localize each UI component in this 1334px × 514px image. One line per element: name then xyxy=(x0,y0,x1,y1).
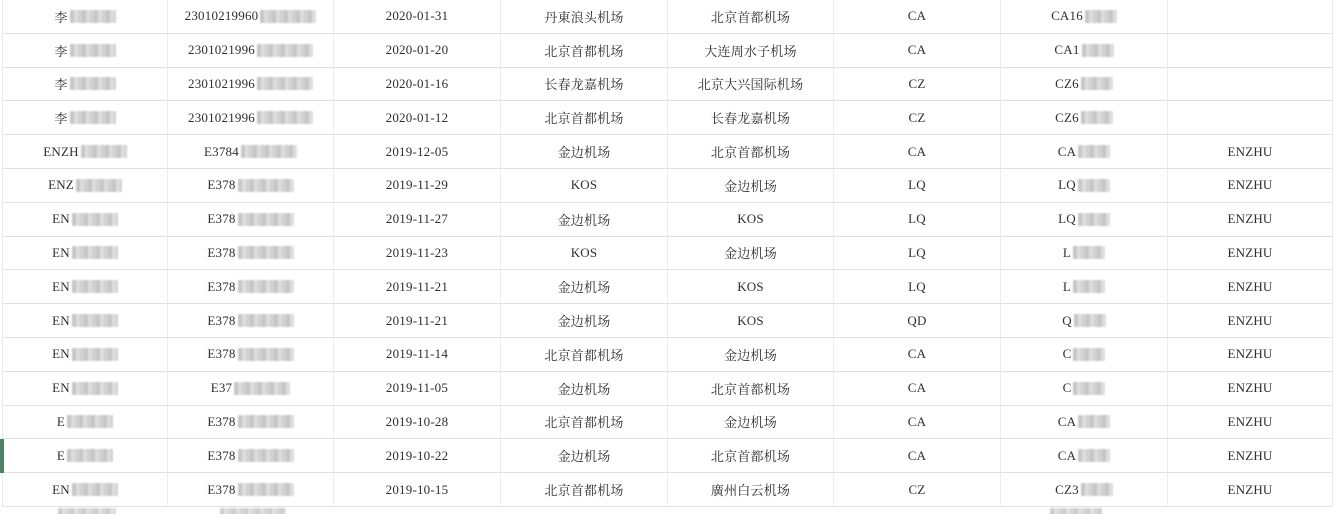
cell-text: EN xyxy=(52,312,70,328)
cell-passenger-name[interactable] xyxy=(3,270,168,304)
cell-departure-airport[interactable] xyxy=(501,473,668,507)
cell-flight-date[interactable] xyxy=(334,0,501,34)
redaction-blur xyxy=(1073,246,1105,259)
cell-arrival-airport[interactable] xyxy=(668,203,834,237)
redaction-blur xyxy=(238,449,294,462)
redaction-blur xyxy=(238,348,294,361)
cell-text: CZ6 xyxy=(1055,109,1079,125)
cell-id-number[interactable] xyxy=(168,270,334,304)
cell-text: CA xyxy=(907,413,927,429)
cell-id-number[interactable] xyxy=(168,203,334,237)
cell-text: KOS xyxy=(737,211,764,227)
cell-flight-date[interactable] xyxy=(334,169,501,203)
cell-text: KOS xyxy=(570,244,598,260)
redaction-blur xyxy=(1050,508,1102,514)
cell-flight-date[interactable] xyxy=(334,439,501,473)
cell-text: 李 xyxy=(54,111,68,127)
redaction-blur xyxy=(1081,111,1113,124)
cell-text: LQ xyxy=(908,278,926,294)
cell-text: CA xyxy=(907,42,927,58)
cell-text: ENZHU xyxy=(1227,177,1273,193)
cell-id-number[interactable] xyxy=(168,473,334,507)
selected-row-indicator xyxy=(0,439,4,473)
cell-text: ENZ xyxy=(48,177,74,193)
cell-text: 北京首都机场 xyxy=(710,449,791,465)
cell-passenger-name[interactable] xyxy=(3,338,168,372)
cell-text: 北京首都机场 xyxy=(544,111,624,127)
cell-text: 2019-10-28 xyxy=(385,413,449,429)
cell-text: 金边机场 xyxy=(557,280,611,296)
cell-departure-airport[interactable] xyxy=(501,34,668,68)
cell-text: L xyxy=(1062,244,1072,260)
cell-text: ENZHU xyxy=(1227,143,1273,159)
cell-arrival-airport[interactable] xyxy=(668,237,834,271)
cell-text: LQ xyxy=(908,177,926,193)
cell-arrival-airport[interactable] xyxy=(668,101,834,135)
redaction-blur xyxy=(70,44,116,57)
redaction-blur xyxy=(67,449,113,462)
cell-departure-airport[interactable] xyxy=(501,101,668,135)
cell-flight-number[interactable] xyxy=(1001,372,1168,406)
cell-departure-airport[interactable] xyxy=(501,68,668,102)
cell-arrival-airport[interactable] xyxy=(668,304,834,338)
redaction-blur xyxy=(1078,179,1110,192)
cell-text: 2301021996 xyxy=(188,109,255,125)
cell-text: 2020-01-12 xyxy=(385,109,449,125)
cell-text: CA16 xyxy=(1051,8,1083,24)
cell-id-number[interactable] xyxy=(168,135,334,169)
cell-departure-airport[interactable] xyxy=(501,203,668,237)
cell-airline-code[interactable] xyxy=(834,237,1001,271)
cell-flight-number[interactable] xyxy=(1001,135,1168,169)
cell-text: 北京首都机场 xyxy=(544,347,624,363)
redaction-blur xyxy=(72,213,118,226)
redaction-blur xyxy=(257,77,313,90)
cell-text: 2020-01-16 xyxy=(385,75,449,91)
cell-flight-date[interactable] xyxy=(334,34,501,68)
cell-airline-code[interactable] xyxy=(834,338,1001,372)
cell-text: 金边机场 xyxy=(724,347,777,363)
redaction-blur xyxy=(238,179,294,192)
cell-arrival-airport[interactable] xyxy=(668,34,834,68)
cell-text: E378 xyxy=(207,177,236,193)
cell-text: ENZH xyxy=(43,143,79,159)
cell-text: E378 xyxy=(207,312,236,328)
cell-text: CA1 xyxy=(1054,42,1080,58)
cell-text: CA xyxy=(1057,143,1077,159)
cell-departure-airport[interactable] xyxy=(501,270,668,304)
cell-text: 北京首都机场 xyxy=(710,9,791,25)
cell-airline-code[interactable] xyxy=(834,203,1001,237)
cell-tag-name[interactable] xyxy=(1168,406,1332,440)
cell-text: 2019-11-14 xyxy=(385,346,449,362)
cell-text: 2301021996 xyxy=(188,42,255,58)
cell-text: CA xyxy=(907,346,927,362)
redaction-blur xyxy=(241,145,297,158)
cell-flight-date[interactable] xyxy=(334,203,501,237)
cell-flight-number[interactable] xyxy=(1001,203,1168,237)
cell-text: E3784 xyxy=(204,143,239,159)
cell-text: 2019-11-29 xyxy=(385,177,449,193)
cell-arrival-airport[interactable] xyxy=(668,406,834,440)
cell-text: EN xyxy=(52,244,70,260)
cell-flight-date[interactable] xyxy=(334,406,501,440)
cell-arrival-airport[interactable] xyxy=(668,473,834,507)
cell-flight-date[interactable] xyxy=(334,304,501,338)
redaction-blur xyxy=(1078,145,1110,158)
cell-text: LQ xyxy=(908,211,926,227)
cell-text: KOS xyxy=(737,278,764,294)
cell-departure-airport[interactable] xyxy=(501,304,668,338)
cell-text: 金边机场 xyxy=(724,178,777,194)
cell-text: 李 xyxy=(54,43,68,59)
cell-text: KOS xyxy=(570,177,598,193)
cell-passenger-name[interactable] xyxy=(3,34,168,68)
cell-airline-code[interactable] xyxy=(834,439,1001,473)
cell-text: 金边机场 xyxy=(557,449,611,465)
cell-text: CA xyxy=(1057,413,1077,429)
cell-text: ENZHU xyxy=(1227,312,1273,328)
cell-text: QD xyxy=(907,312,927,328)
cell-passenger-name[interactable] xyxy=(3,68,168,102)
cell-text: 金边机场 xyxy=(557,381,611,397)
cell-tag-name[interactable] xyxy=(1168,203,1332,237)
cell-airline-code[interactable] xyxy=(834,169,1001,203)
cell-flight-number[interactable] xyxy=(1001,406,1168,440)
cell-text: 李 xyxy=(54,9,68,25)
redaction-blur xyxy=(260,10,316,23)
cell-text: E378 xyxy=(207,413,236,429)
cell-text: KOS xyxy=(737,312,764,328)
redaction-blur xyxy=(70,111,116,124)
redaction-blur xyxy=(1078,213,1110,226)
redaction-blur xyxy=(220,508,286,514)
cell-text: LQ xyxy=(908,244,926,260)
cell-text: 长春龙嘉机场 xyxy=(544,77,624,93)
cell-text: 2019-11-05 xyxy=(385,380,449,396)
cell-airline-code[interactable] xyxy=(834,68,1001,102)
cell-passenger-name[interactable] xyxy=(3,101,168,135)
redaction-blur xyxy=(70,10,116,23)
cell-departure-airport[interactable] xyxy=(501,439,668,473)
cell-text: C xyxy=(1062,380,1072,396)
cell-text: CZ xyxy=(908,481,926,497)
cell-airline-code[interactable] xyxy=(834,473,1001,507)
cell-flight-number[interactable] xyxy=(1001,270,1168,304)
cell-departure-airport[interactable] xyxy=(501,135,668,169)
partial-bottom-row xyxy=(2,507,1331,514)
cell-text: Q xyxy=(1062,312,1072,328)
redaction-blur xyxy=(72,483,118,496)
cell-airline-code[interactable] xyxy=(834,304,1001,338)
cell-arrival-airport[interactable] xyxy=(668,68,834,102)
cell-text: 长春龙嘉机场 xyxy=(710,111,791,127)
cell-passenger-name[interactable] xyxy=(3,439,168,473)
redaction-blur xyxy=(1081,77,1113,90)
cell-text: 金边机场 xyxy=(724,415,777,431)
flight-table-body xyxy=(2,0,1333,507)
redaction-blur xyxy=(1081,483,1113,496)
cell-airline-code[interactable] xyxy=(834,34,1001,68)
cell-passenger-name[interactable] xyxy=(3,372,168,406)
cell-flight-number[interactable] xyxy=(1001,101,1168,135)
cell-arrival-airport[interactable] xyxy=(668,372,834,406)
redaction-blur xyxy=(72,280,118,293)
cell-text: E378 xyxy=(207,211,236,227)
cell-tag-name[interactable] xyxy=(1168,169,1332,203)
cell-passenger-name[interactable] xyxy=(3,203,168,237)
cell-text: EN xyxy=(52,380,70,396)
redaction-blur xyxy=(72,246,118,259)
cell-text: E xyxy=(56,447,66,463)
redaction-blur xyxy=(238,415,294,428)
redaction-blur xyxy=(76,179,122,192)
cell-passenger-name[interactable] xyxy=(3,0,168,34)
cell-id-number[interactable] xyxy=(168,304,334,338)
cell-id-number[interactable] xyxy=(168,372,334,406)
cell-tag-name[interactable] xyxy=(1168,473,1332,507)
cell-text: C xyxy=(1062,346,1072,362)
cell-text: LQ xyxy=(1058,177,1076,193)
cell-id-number[interactable] xyxy=(168,68,334,102)
cell-departure-airport[interactable] xyxy=(501,169,668,203)
cell-id-number[interactable] xyxy=(168,34,334,68)
cell-tag-name[interactable] xyxy=(1168,68,1332,102)
cell-text: 大连周水子机场 xyxy=(704,43,797,59)
redaction-blur xyxy=(72,382,118,395)
cell-text: ENZHU xyxy=(1227,447,1273,463)
cell-flight-date[interactable] xyxy=(334,338,501,372)
cell-id-number[interactable] xyxy=(168,439,334,473)
cell-departure-airport[interactable] xyxy=(501,237,668,271)
cell-passenger-name[interactable] xyxy=(3,406,168,440)
cell-text: CA xyxy=(907,8,927,24)
cell-id-number[interactable] xyxy=(168,406,334,440)
cell-text: 2020-01-31 xyxy=(385,8,449,24)
cell-flight-number[interactable] xyxy=(1001,304,1168,338)
cell-text: 金边机场 xyxy=(557,145,611,161)
cell-text: ENZHU xyxy=(1227,481,1273,497)
redaction-blur xyxy=(81,145,127,158)
redaction-blur xyxy=(1082,44,1114,57)
cell-airline-code[interactable] xyxy=(834,101,1001,135)
cell-tag-name[interactable] xyxy=(1168,270,1332,304)
cell-arrival-airport[interactable] xyxy=(668,169,834,203)
cell-text: CA xyxy=(907,380,927,396)
cell-text: 2019-10-15 xyxy=(385,481,449,497)
cell-flight-date[interactable] xyxy=(334,135,501,169)
redaction-blur xyxy=(70,77,116,90)
cell-text: 2019-11-21 xyxy=(385,312,449,328)
cell-text: 金边机场 xyxy=(724,246,777,262)
cell-text: 北京首都机场 xyxy=(544,483,624,499)
cell-id-number[interactable] xyxy=(168,0,334,34)
cell-text: 2301021996 xyxy=(188,75,255,91)
cell-text: 北京首都机场 xyxy=(710,381,791,397)
cell-text: 丹東浪头机场 xyxy=(544,9,624,25)
cell-airline-code[interactable] xyxy=(834,406,1001,440)
cell-flight-date[interactable] xyxy=(334,237,501,271)
cell-text: 北京首都机场 xyxy=(710,145,791,161)
redaction-blur xyxy=(238,246,294,259)
cell-text: 北京首都机场 xyxy=(544,43,624,59)
cell-text: 李 xyxy=(54,77,68,93)
cell-text: EN xyxy=(52,346,70,362)
cell-text: 金边机场 xyxy=(557,314,611,330)
cell-text: E37 xyxy=(210,380,233,396)
cell-text: ENZHU xyxy=(1227,346,1273,362)
cell-text: 2019-11-23 xyxy=(385,244,449,260)
cell-tag-name[interactable] xyxy=(1168,372,1332,406)
redaction-blur xyxy=(72,348,118,361)
cell-text: E378 xyxy=(207,244,236,260)
cell-flight-number[interactable] xyxy=(1001,34,1168,68)
cell-text: 金边机场 xyxy=(557,212,611,228)
cell-text: 23010219960 xyxy=(184,8,259,24)
cell-text: ENZHU xyxy=(1227,211,1273,227)
cell-arrival-airport[interactable] xyxy=(668,270,834,304)
cell-id-number[interactable] xyxy=(168,338,334,372)
cell-flight-date[interactable] xyxy=(334,473,501,507)
redaction-blur xyxy=(1073,348,1105,361)
cell-flight-number[interactable] xyxy=(1001,237,1168,271)
cell-arrival-airport[interactable] xyxy=(668,439,834,473)
cell-departure-airport[interactable] xyxy=(501,0,668,34)
cell-flight-date[interactable] xyxy=(334,101,501,135)
cell-flight-date[interactable] xyxy=(334,68,501,102)
cell-text: E378 xyxy=(207,346,236,362)
redaction-blur xyxy=(238,213,294,226)
cell-departure-airport[interactable] xyxy=(501,338,668,372)
cell-text: E378 xyxy=(207,481,236,497)
cell-text: CZ xyxy=(908,109,926,125)
cell-text: E xyxy=(56,413,66,429)
cell-airline-code[interactable] xyxy=(834,135,1001,169)
cell-tag-name[interactable] xyxy=(1168,0,1332,34)
cell-departure-airport[interactable] xyxy=(501,406,668,440)
redaction-blur xyxy=(257,44,313,57)
cell-passenger-name[interactable] xyxy=(3,169,168,203)
cell-id-number[interactable] xyxy=(168,169,334,203)
cell-id-number[interactable] xyxy=(168,101,334,135)
redaction-blur xyxy=(67,415,113,428)
cell-text: L xyxy=(1062,278,1072,294)
cell-arrival-airport[interactable] xyxy=(668,135,834,169)
cell-passenger-name[interactable] xyxy=(3,473,168,507)
cell-text: 2019-11-21 xyxy=(385,278,449,294)
cell-tag-name[interactable] xyxy=(1168,304,1332,338)
redaction-blur xyxy=(1073,280,1105,293)
cell-tag-name[interactable] xyxy=(1168,135,1332,169)
cell-text: CZ3 xyxy=(1055,481,1079,497)
redaction-blur xyxy=(238,314,294,327)
cell-passenger-name[interactable] xyxy=(3,237,168,271)
cell-text: ENZHU xyxy=(1227,244,1273,260)
cell-text: E378 xyxy=(207,447,236,463)
cell-airline-code[interactable] xyxy=(834,0,1001,34)
redaction-blur xyxy=(1078,415,1110,428)
redaction-blur xyxy=(1078,449,1110,462)
cell-text: EN xyxy=(52,481,70,497)
cell-tag-name[interactable] xyxy=(1168,34,1332,68)
cell-arrival-airport[interactable] xyxy=(668,0,834,34)
cell-airline-code[interactable] xyxy=(834,372,1001,406)
redaction-blur xyxy=(1085,10,1117,23)
redaction-blur xyxy=(257,111,313,124)
cell-text: ENZHU xyxy=(1227,278,1273,294)
cell-text: CA xyxy=(907,143,927,159)
cell-text: EN xyxy=(52,278,70,294)
cell-text: 2019-10-22 xyxy=(385,447,449,463)
cell-text: 2020-01-20 xyxy=(385,42,449,58)
cell-text: LQ xyxy=(1058,211,1076,227)
cell-text: CA xyxy=(907,447,927,463)
cell-text: ENZHU xyxy=(1227,380,1273,396)
cell-text: E378 xyxy=(207,278,236,294)
cell-text: CZ6 xyxy=(1055,75,1079,91)
cell-flight-number[interactable] xyxy=(1001,338,1168,372)
redaction-blur xyxy=(238,483,294,496)
cell-text: CZ xyxy=(908,75,926,91)
cell-flight-number[interactable] xyxy=(1001,473,1168,507)
redaction-blur xyxy=(1074,314,1106,327)
cell-passenger-name[interactable] xyxy=(3,135,168,169)
cell-departure-airport[interactable] xyxy=(501,372,668,406)
cell-text: EN xyxy=(52,211,70,227)
cell-text: 2019-12-05 xyxy=(385,143,449,159)
redaction-blur xyxy=(72,314,118,327)
cell-flight-date[interactable] xyxy=(334,270,501,304)
cell-flight-number[interactable] xyxy=(1001,439,1168,473)
cell-flight-date[interactable] xyxy=(334,372,501,406)
cell-airline-code[interactable] xyxy=(834,270,1001,304)
cell-tag-name[interactable] xyxy=(1168,439,1332,473)
cell-id-number[interactable] xyxy=(168,237,334,271)
redaction-blur xyxy=(1073,382,1105,395)
cell-text: ENZHU xyxy=(1227,413,1273,429)
cell-passenger-name[interactable] xyxy=(3,304,168,338)
cell-flight-number[interactable] xyxy=(1001,68,1168,102)
cell-tag-name[interactable] xyxy=(1168,338,1332,372)
redaction-blur xyxy=(58,508,116,514)
cell-text: CA xyxy=(1057,447,1077,463)
redaction-blur xyxy=(238,280,294,293)
cell-text: 2019-11-27 xyxy=(385,211,449,227)
cell-tag-name[interactable] xyxy=(1168,237,1332,271)
cell-flight-number[interactable] xyxy=(1001,0,1168,34)
redaction-blur xyxy=(234,382,290,395)
cell-arrival-airport[interactable] xyxy=(668,338,834,372)
cell-text: 北京大兴国际机场 xyxy=(697,77,804,93)
cell-text: 廣州白云机场 xyxy=(710,483,791,499)
cell-flight-number[interactable] xyxy=(1001,169,1168,203)
cell-text: 北京首都机场 xyxy=(544,415,624,431)
cell-tag-name[interactable] xyxy=(1168,101,1332,135)
